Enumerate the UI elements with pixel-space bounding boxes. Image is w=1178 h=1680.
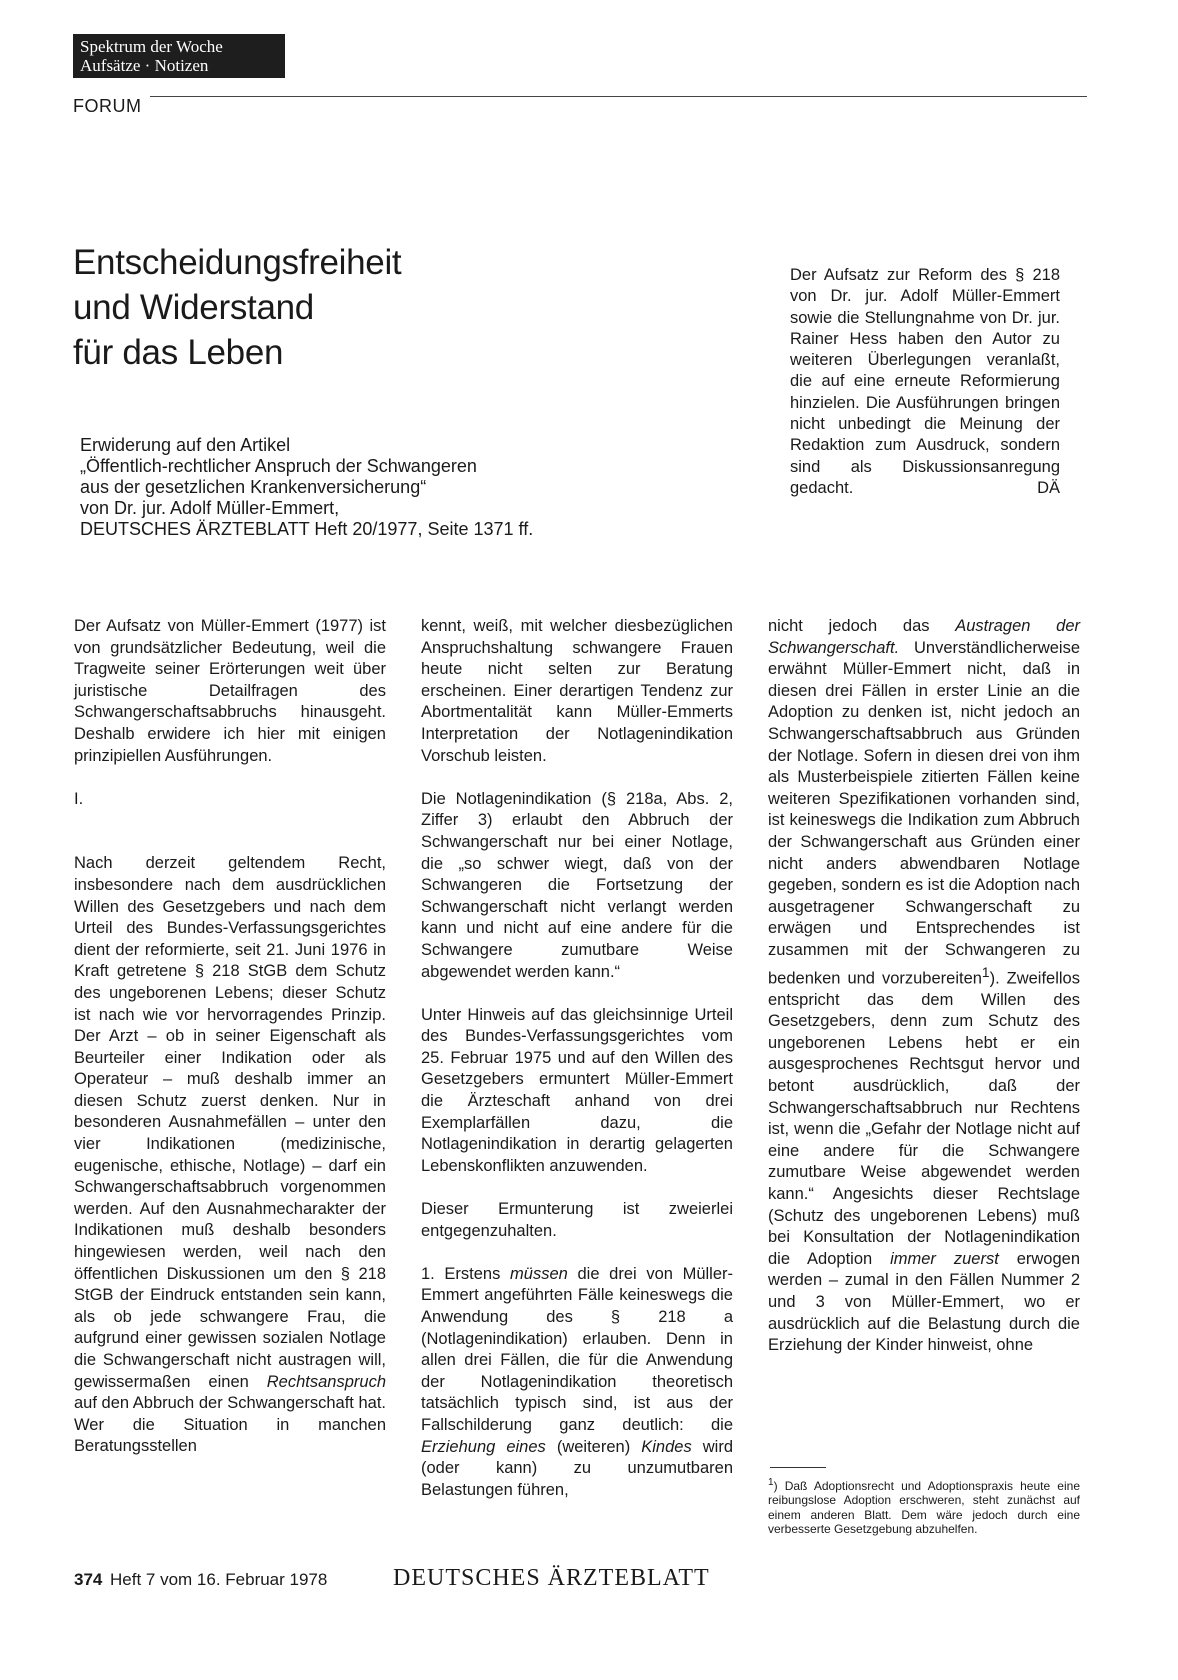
section-badge-line-2: Aufsätze · Notizen [80, 56, 209, 75]
reply-line-4: von Dr. jur. Adolf Müller-Emmert, [80, 498, 340, 518]
section-heading: I. [74, 789, 84, 808]
paragraph: Nach derzeit geltendem Recht, insbesondere nach dem ausdrücklichen Willen des Gesetzgebers und nach dem Urteil des Bundes-Verfassungsgerichtes dient der reformierte, seit 21. Juni 1976 in Kraft getretene § 218 StGB dem Schutz des ungeborenen Lebens; dieser Schutz ist nach wie vor hervorragendes Prinzip. Der Arzt – ob in seiner Eigenschaft als Beurteiler einer Indikation oder als Operateur – muß deshalb immer an diesen Schutz zuerst denken. Nur in besonderen Ausnahmefällen – unter den vier Indikationen (medizinische, eugenische, ethische, Notlage) – darf ein Schwangerschaftsabbruch vorgenommen werden. Auf den Ausnahmecharakter der Indikationen muß deshalb besonders hingewiesen werden, weil nach den öffentlichen Diskussionen um den § 218 StGB der Eindruck entstanden sein kann, als ob jede schwangere Frau, die aufgrund einer gewissen sozialen Notlage die Schwangerschaft nicht austragen will, gewissermaßen einen Rechtsanspruch auf den Abbruch der Schwangerschaft hat. Wer die Situation in manchen Beratungsstellen [74, 854, 386, 1456]
reply-info [80, 435, 680, 540]
article-title [73, 240, 633, 375]
title-line-3: für das Leben [73, 333, 284, 372]
reply-line-3: aus der gesetzlichen Krankenversicherung“ [80, 477, 427, 497]
column-1 [74, 616, 386, 1480]
paragraph: kennt, weiß, mit welcher diesbezüglichen Anspruchshaltung schwangere Frauen heute nicht selten zur Beratung erscheinen. Einer derartigen Tendenz zur Abortmentalität kann Müller-Emmerts Interpretation der Notlagenindikation Vorschub leisten. [421, 617, 733, 765]
paragraph: 1. Erstens müssen die drei von Müller-Emmert angeführten Fälle keineswegs die Anwendung des § 218 a (Notlagenindikation) erlauben. Denn in allen drei Fällen, die für die Anwendung der Notlagenindikation theoretisch tatsächlich typisch sind, ist aus der Fallschilderung ganz deutlich: die Erziehung eines (weiteren) Kindes wird (oder kann) zu unzumutbaren Belastungen führen, [421, 1264, 734, 1499]
paragraph: Der Aufsatz von Müller-Emmert (1977) ist von grundsätzlicher Bedeutung, weil die Tragweite seiner Erörterungen weit über juristische Detailfragen des Schwangerschaftsabbruchs hinausgeht. Deshalb erwidere ich hier mit einigen prinzipiellen Ausführungen. [74, 617, 386, 765]
title-line-1: Entscheidungsfreiheit [73, 243, 402, 282]
reply-line-1: Erwiderung auf den Artikel [80, 435, 291, 455]
column-2 [421, 616, 733, 1523]
issue-info: Heft 7 vom 16. Februar 1978 [110, 1570, 328, 1589]
paragraph: Unter Hinweis auf das gleichsinnige Urteil des Bundes-Verfassungsgerichtes vom 25. Februar 1975 und auf den Willen des Gesetzgebers ermuntert Müller-Emmert die Ärzteschaft anhand von drei Exemplarfällen dazu, die Notlagenindikation in derartig gelagerten Lebenskonflikten anzuwenden. [421, 1005, 733, 1175]
reply-line-5: DEUTSCHES ÄRZTEBLATT Heft 20/1977, Seite 1371 ff. [80, 519, 534, 539]
editor-signature: DÄ [1037, 478, 1060, 497]
section-badge-line-1: Spektrum der Woche [80, 37, 223, 56]
title-line-2: und Widerstand [73, 288, 314, 327]
paragraph: Die Notlagenindikation (§ 218a, Abs. 2, Ziffer 3) erlaubt den Abbruch der Schwangerschaft nur bei einer Notlage, die „so schwer wiegt, daß von der Schwangeren die Fortsetzung der Schwangerschaft nicht verlangt werden kann und nicht auf eine andere für die Schwangere zumutbare Weise abgewendet werden kann.“ [421, 789, 733, 981]
paragraph: Dieser Ermunterung ist zweierlei entgegenzuhalten. [421, 1200, 733, 1240]
section-badge [73, 34, 285, 78]
footnote-mark: 1 [768, 1477, 774, 1488]
footnote-marker: 1 [981, 964, 990, 980]
forum-label: FORUM [73, 96, 142, 116]
page-number: 374 [74, 1570, 103, 1589]
column-3 [768, 616, 1080, 1378]
paragraph: nicht jedoch das Austragen der Schwangerschaft. Unverständlicherweise erwähnt Müller-Emmert nicht, daß in diesen drei Fällen in erster Linie an die Adoption zu denken ist, nicht jedoch an Schwangerschaftsabbruch aus Gründen der Notlage. Sofern in diesen drei von ihm als Musterbeispiele zitierten Fällen keine weiteren Spezifikationen vorhanden sind, ist keineswegs die Indikation zum Abbruch der Schwangerschaft aus Gründen einer nicht anders abwendbaren Notlage gegeben, sondern es ist die Adoption nach ausgetragener Schwangerschaft zu erwägen und Entsprechendes ist zusammen mit der Schwangeren zu bedenken und vorzubereiten$^1$). Zweifellos entspricht das dem Willen des Gesetzgebers, denn zum Schutz des ungeborenen Lebens hebt er ein ausgesprochenes Rechtsgut hervor und betont ausdrücklich, daß der Schwangerschaftsabbruch nur Rechtens ist, wenn die „Gefahr der Notlage nicht auf eine andere für die Schwangere zumutbare Weise abgewendet werden kann.“ Angesichts dieser Rechtslage (Schutz des ungeborenen Lebens) muß bei Konsultation der Notlagenindikation die Adoption immer zuerst erwogen werden – zumal in den Fällen Nummer 2 und 3 von Müller-Emmert, wo er ausdrücklich auf die Belastung durch die Erziehung der Kinder hinweist, ohne [768, 617, 1080, 1355]
journal-name: DEUTSCHES ÄRZTEBLATT [393, 1565, 710, 1591]
footnote [768, 1476, 1080, 1537]
editor-note [790, 265, 1060, 499]
reply-line-2: „Öffentlich-rechtlicher Anspruch der Schwangeren [80, 456, 477, 476]
footnote-text: ) Daß Adoptionsrecht und Adoptionspraxis heute eine reibungslose Adoption erschweren, steht zunächst auf einem anderen Blatt. Dem wäre jedoch durch eine verbesserte Gesetzgebung abzuhelfen. [768, 1479, 1080, 1537]
footnote-rule [770, 1467, 826, 1468]
header-rule [150, 96, 1087, 97]
editor-note-text: Der Aufsatz zur Reform des § 218 von Dr. jur. Adolf Müller-Emmert sowie die Stellungnahme von Dr. jur. Rainer Hess haben den Autor zu weiteren Überlegungen veranlaßt, die auf eine erneute Reformierung hinzielen. Die Ausführungen bringen nicht unbedingt die Meinung der Redaktion zum Ausdruck, sondern sind als Diskussionsanregung gedacht. [790, 266, 1060, 497]
